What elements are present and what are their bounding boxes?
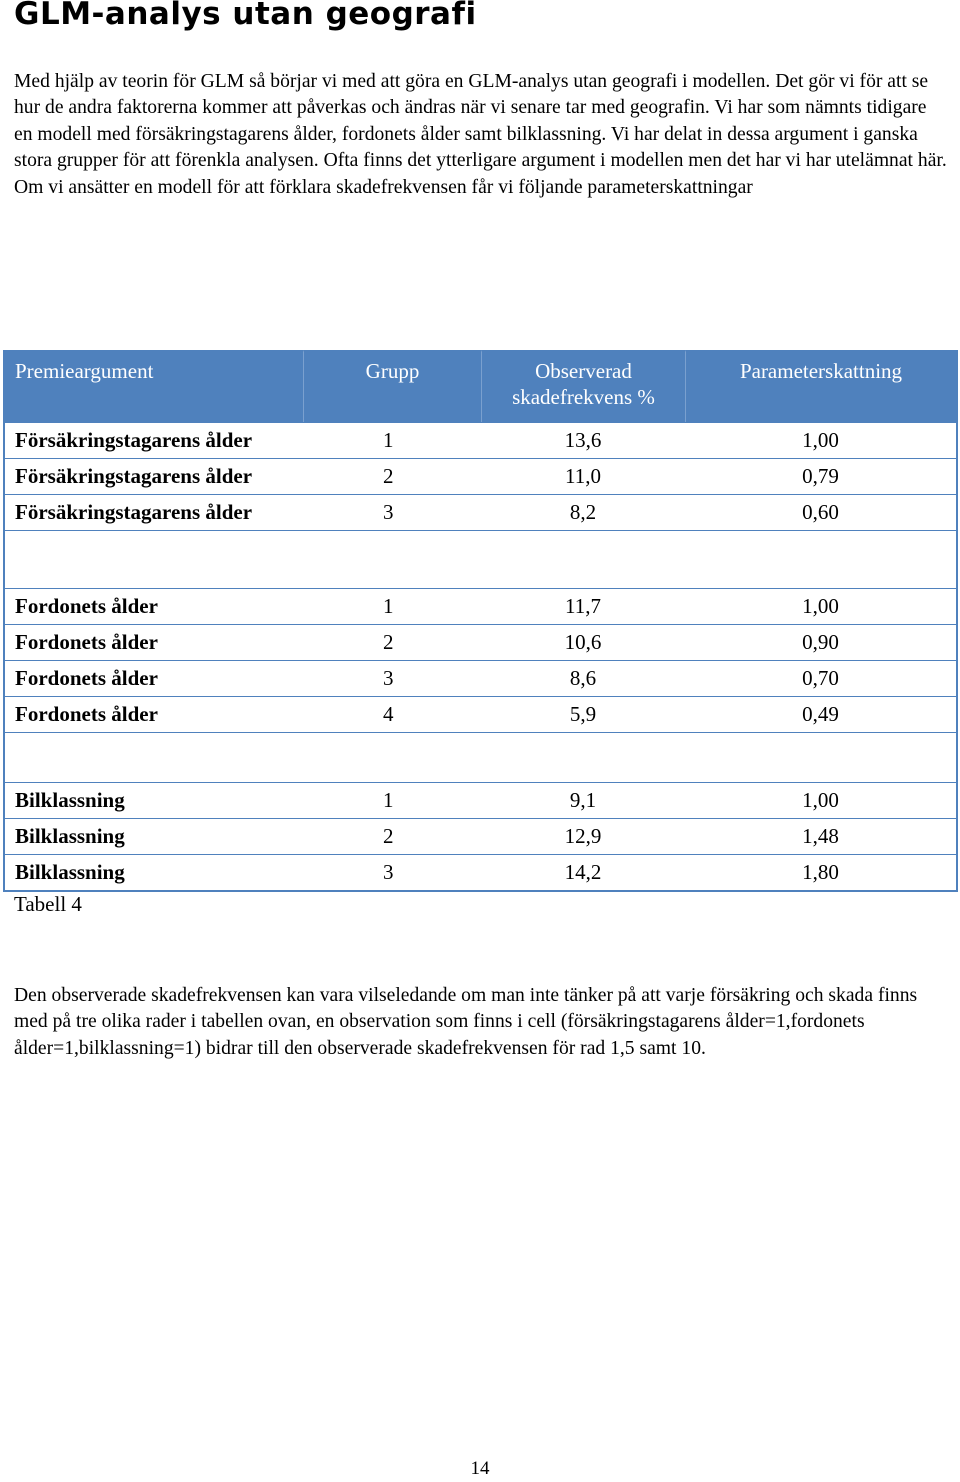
closing-paragraph: Den observerade skadefrekvensen kan vara vilseledande om man inte tänker på att varje försäkring och skada finns med på tre olika rader i tabellen ovan, en observation som finns i cell (försäkringstagarens ålder=1,fordonets ålder=1,bilklassning=1) bidrar till den observerade skadefrekvensen för rad 1,5 samt 10. [14, 985, 918, 1059]
table-row [3, 588, 958, 624]
table-spacer-row [3, 732, 958, 782]
cell-parameterskattning: 1,00 [685, 422, 958, 458]
parameter-table [3, 350, 958, 892]
cell-parameterskattning: 0,49 [685, 696, 958, 732]
table-row [3, 818, 958, 854]
table-header-row [3, 350, 958, 422]
cell-grupp: 4 [303, 696, 481, 732]
cell-parameterskattning: 0,70 [685, 660, 958, 696]
table-row [3, 458, 958, 494]
header-observerad-skadefrekvens: Observerad skadefrekvens % [481, 350, 685, 422]
cell-observerad: 8,2 [481, 494, 685, 530]
cell-grupp: 2 [303, 624, 481, 660]
table-row [3, 624, 958, 660]
page-heading: GLM-analys utan geografi [14, 0, 477, 32]
table-row [3, 782, 958, 818]
cell-grupp: 1 [303, 422, 481, 458]
cell-premieargument: Bilklassning [3, 782, 303, 818]
cell-observerad: 5,9 [481, 696, 685, 732]
cell-grupp: 2 [303, 458, 481, 494]
cell-premieargument: Försäkringstagarens ålder [3, 422, 303, 458]
page-number: 14 [470, 1458, 490, 1479]
cell-premieargument: Fordonets ålder [3, 660, 303, 696]
cell-parameterskattning: 1,80 [685, 854, 958, 892]
cell-observerad: 14,2 [481, 854, 685, 892]
cell-parameterskattning: 1,00 [685, 588, 958, 624]
cell-premieargument: Försäkringstagarens ålder [3, 494, 303, 530]
cell-grupp: 2 [303, 818, 481, 854]
cell-parameterskattning: 0,60 [685, 494, 958, 530]
cell-parameterskattning: 0,90 [685, 624, 958, 660]
cell-premieargument: Försäkringstagarens ålder [3, 458, 303, 494]
table-caption: Tabell 4 [14, 892, 82, 916]
cell-grupp: 3 [303, 660, 481, 696]
cell-observerad: 13,6 [481, 422, 685, 458]
cell-premieargument: Fordonets ålder [3, 588, 303, 624]
cell-observerad: 10,6 [481, 624, 685, 660]
table-row [3, 696, 958, 732]
table-row [3, 660, 958, 696]
cell-parameterskattning: 1,00 [685, 782, 958, 818]
cell-premieargument: Fordonets ålder [3, 624, 303, 660]
table-row [3, 494, 958, 530]
header-parameterskattning: Parameterskattning [685, 350, 958, 422]
intro-paragraph: Med hjälp av teorin för GLM så börjar vi med att göra en GLM-analys utan geografi i modellen. Det gör vi för att se hur de andra faktorerna kommer att påverkas och ändras när vi senare tar med geografin. Vi har som nämnts tidigare en modell med försäkringstagarens ålder, fordonets ålder samt bilklassning. Vi har delat in dessa argument i ganska stora grupper för att förenkla analysen. Ofta finns det ytterligare argument i modellen men det har vi har utelämnat här. Om vi ansätter en modell för att förklara skadefrekvensen får vi följande parameterskattningar [14, 71, 947, 198]
table-row [3, 854, 958, 892]
header-grupp: Grupp [303, 350, 481, 422]
cell-parameterskattning: 0,79 [685, 458, 958, 494]
cell-grupp: 1 [303, 782, 481, 818]
cell-parameterskattning: 1,48 [685, 818, 958, 854]
cell-observerad: 8,6 [481, 660, 685, 696]
cell-observerad: 12,9 [481, 818, 685, 854]
header-premieargument: Premieargument [3, 350, 303, 422]
cell-premieargument: Bilklassning [3, 818, 303, 854]
cell-observerad: 11,7 [481, 588, 685, 624]
cell-observerad: 9,1 [481, 782, 685, 818]
cell-observerad: 11,0 [481, 458, 685, 494]
table-spacer-row [3, 530, 958, 588]
cell-grupp: 1 [303, 588, 481, 624]
cell-grupp: 3 [303, 494, 481, 530]
table-row [3, 422, 958, 458]
cell-premieargument: Fordonets ålder [3, 696, 303, 732]
cell-premieargument: Bilklassning [3, 854, 303, 892]
cell-grupp: 3 [303, 854, 481, 892]
